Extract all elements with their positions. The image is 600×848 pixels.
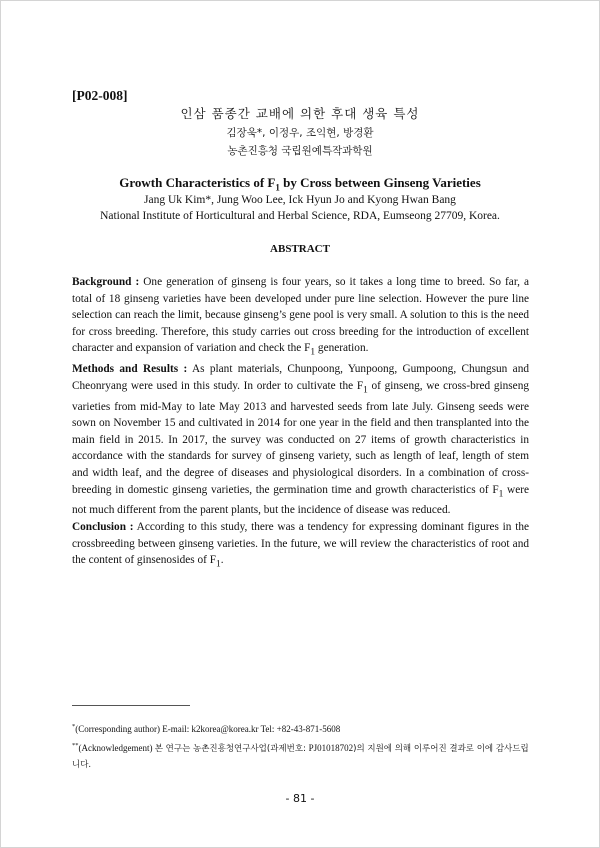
title-subscript: 1 <box>275 182 280 193</box>
footnote-ack-text-2: )의 지원에 의해 이루어진 결과로 이에 감사드립니다. <box>72 744 529 770</box>
english-institute: National Institute of Horticultural and Herbal Science, RDA, Eumseong 27709, Korea. <box>100 210 500 222</box>
conclusion-paragraph <box>72 519 529 573</box>
korean-authors: 김장욱*, 이정우, 조익현, 방경환 <box>226 127 374 139</box>
footnote-acknowledgement <box>72 738 532 773</box>
conclusion-text: According to this study, there was a tendency for expressing dominant figures in the crossbreeding between ginseng varieties. In the future, we will review the characteristics of root and the content of ginsenosides of F <box>72 521 529 567</box>
conclusion-subscript: 1 <box>216 559 221 570</box>
methods-paragraph <box>72 361 529 519</box>
footnote-divider <box>72 705 190 706</box>
footnote-mark-1: * <box>72 723 76 730</box>
footnote-ack-label: (Acknowledgement) <box>78 743 155 753</box>
methods-subscript-2: 1 <box>498 488 504 499</box>
footnote-corresponding <box>72 723 340 734</box>
background-paragraph <box>72 274 529 361</box>
methods-text-2: of ginseng, we cross-bred ginseng varieties from mid-May to late May 2013 and harvested seeds from late July. Ginseng seeds were sown on November 15 and cultivated in 2014 for one year in the field and then transplanted into the main field in 2015. In 2017, the survey was conducted on 27 items of growth characteristics in accordance with the standards for survey of ginseng variety, such as length of leaf, length of stem and width leaf, and the degree of diseases and physiological disorders. In a combination of cross-breeding in domestic ginseng varieties, the germination time and growth characteristics of F <box>72 379 529 496</box>
abstract-body <box>72 274 529 573</box>
background-subscript: 1 <box>310 347 316 358</box>
background-end: generation. <box>315 342 369 355</box>
methods-label: Methods and Results : <box>72 363 188 376</box>
background-label: Background : <box>72 276 140 288</box>
conclusion-label: Conclusion : <box>72 521 134 534</box>
english-authors: Jang Uk Kim*, Jung Woo Lee, Ick Hyun Jo and Kyong Hwan Bang <box>144 194 456 206</box>
paper-code: [P02-008] <box>72 88 128 103</box>
methods-text-3: were not much different from the parent plants, but the incidence of disease was reduced. <box>72 483 529 517</box>
page-number: - 81 - <box>285 792 315 805</box>
methods-subscript-1: 1 <box>363 385 368 396</box>
title-text-pre: Growth Characteristics of F <box>119 175 276 190</box>
conclusion-end: . <box>220 554 224 567</box>
korean-institute: 농촌진흥청 국립원예특작과학원 <box>227 145 373 157</box>
background-text: One generation of ginseng is four years, so it takes a long time to breed. So far, a total of 18 ginseng varieties have been developed under pure line selection. However the pure line selection can reach the limit, because ginseng’s gene pool is very small. A solution to this is the need for cross breeding. Therefore, this study carries out cross breeding for the introduction of excellent character and expansion of variation and check the F <box>72 276 529 355</box>
methods-text-1: As plant materials, Chunpoong, Yunpoong, Gumpoong, Chungsun and Cheonryang were used in this study. In order to cultivate the F <box>72 363 529 392</box>
footnote-ack-text-1: 본 연구는 농촌진흥청연구사업(과제번호: <box>154 744 309 754</box>
title-text-post: by Cross between Ginseng Varieties <box>279 175 481 190</box>
footnote-mark-2: ** <box>72 742 79 749</box>
abstract-heading: ABSTRACT <box>270 243 330 255</box>
footnote-text-1: (Corresponding author) E-mail: k2korea@korea.kr Tel: +82-43-871-5608 <box>75 724 341 734</box>
footnote-ack-number: PJ01018702 <box>308 743 354 753</box>
korean-title: 인삼 품종간 교배에 의한 후대 생육 특성 <box>180 106 420 121</box>
english-title <box>0 175 600 193</box>
